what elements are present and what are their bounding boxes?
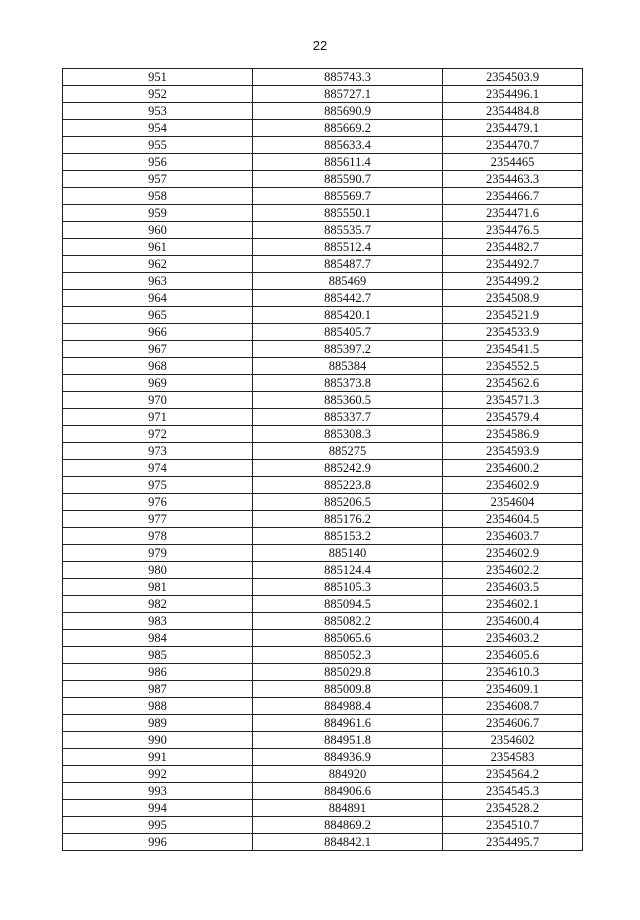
- table-row: [63, 647, 583, 664]
- table-row: [63, 222, 583, 239]
- y-coordinate-cell: 2354484.8: [443, 103, 583, 120]
- table-row: [63, 698, 583, 715]
- point-number-cell: 991: [63, 749, 253, 766]
- table-row: [63, 86, 583, 103]
- point-number-cell: 953: [63, 103, 253, 120]
- y-coordinate-cell: 2354471.6: [443, 205, 583, 222]
- x-coordinate-cell: 884906.6: [253, 783, 443, 800]
- y-coordinate-cell: 2354593.9: [443, 443, 583, 460]
- x-coordinate-cell: 885176.2: [253, 511, 443, 528]
- point-number-cell: 994: [63, 800, 253, 817]
- table-row: [63, 443, 583, 460]
- y-coordinate-cell: 2354465: [443, 154, 583, 171]
- x-coordinate-cell: 885105.3: [253, 579, 443, 596]
- x-coordinate-cell: 885140: [253, 545, 443, 562]
- y-coordinate-cell: 2354602.9: [443, 545, 583, 562]
- y-coordinate-cell: 2354609.1: [443, 681, 583, 698]
- point-number-cell: 978: [63, 528, 253, 545]
- point-number-cell: 975: [63, 477, 253, 494]
- x-coordinate-cell: 885611.4: [253, 154, 443, 171]
- y-coordinate-cell: 2354479.1: [443, 120, 583, 137]
- y-coordinate-cell: 2354604.5: [443, 511, 583, 528]
- point-number-cell: 981: [63, 579, 253, 596]
- y-coordinate-cell: 2354603.7: [443, 528, 583, 545]
- y-coordinate-cell: 2354600.2: [443, 460, 583, 477]
- x-coordinate-cell: 885153.2: [253, 528, 443, 545]
- table-row: [63, 358, 583, 375]
- point-number-cell: 996: [63, 834, 253, 851]
- x-coordinate-cell: 885308.3: [253, 426, 443, 443]
- y-coordinate-cell: 2354603.5: [443, 579, 583, 596]
- point-number-cell: 984: [63, 630, 253, 647]
- point-number-cell: 995: [63, 817, 253, 834]
- x-coordinate-cell: 885405.7: [253, 324, 443, 341]
- point-number-cell: 971: [63, 409, 253, 426]
- point-number-cell: 985: [63, 647, 253, 664]
- x-coordinate-cell: 885633.4: [253, 137, 443, 154]
- point-number-cell: 970: [63, 392, 253, 409]
- table-row: [63, 834, 583, 851]
- point-number-cell: 988: [63, 698, 253, 715]
- table-row: [63, 579, 583, 596]
- table-row: [63, 766, 583, 783]
- page-number: 22: [312, 38, 328, 53]
- table-row: [63, 664, 583, 681]
- x-coordinate-cell: 885065.6: [253, 630, 443, 647]
- point-number-cell: 979: [63, 545, 253, 562]
- table-row: [63, 817, 583, 834]
- table-row: [63, 375, 583, 392]
- point-number-cell: 965: [63, 307, 253, 324]
- point-number-cell: 974: [63, 460, 253, 477]
- x-coordinate-cell: 885373.8: [253, 375, 443, 392]
- table-row: [63, 426, 583, 443]
- point-number-cell: 966: [63, 324, 253, 341]
- table-row: [63, 137, 583, 154]
- point-number-cell: 964: [63, 290, 253, 307]
- point-number-cell: 986: [63, 664, 253, 681]
- table-row: [63, 256, 583, 273]
- y-coordinate-cell: 2354602: [443, 732, 583, 749]
- y-coordinate-cell: 2354602.2: [443, 562, 583, 579]
- x-coordinate-cell: 884988.4: [253, 698, 443, 715]
- point-number-cell: 990: [63, 732, 253, 749]
- y-coordinate-cell: 2354562.6: [443, 375, 583, 392]
- y-coordinate-cell: 2354603.2: [443, 630, 583, 647]
- point-number-cell: 993: [63, 783, 253, 800]
- y-coordinate-cell: 2354492.7: [443, 256, 583, 273]
- table-row: [63, 205, 583, 222]
- y-coordinate-cell: 2354463.3: [443, 171, 583, 188]
- point-number-cell: 983: [63, 613, 253, 630]
- y-coordinate-cell: 2354552.5: [443, 358, 583, 375]
- table-row: [63, 613, 583, 630]
- x-coordinate-cell: 884951.8: [253, 732, 443, 749]
- point-number-cell: 955: [63, 137, 253, 154]
- table-row: [63, 511, 583, 528]
- y-coordinate-cell: 2354545.3: [443, 783, 583, 800]
- x-coordinate-cell: 885743.3: [253, 69, 443, 86]
- table-row: [63, 154, 583, 171]
- table-row: [63, 188, 583, 205]
- table-row: [63, 477, 583, 494]
- table-row: [63, 409, 583, 426]
- point-number-cell: 989: [63, 715, 253, 732]
- point-number-cell: 987: [63, 681, 253, 698]
- point-number-cell: 977: [63, 511, 253, 528]
- x-coordinate-cell: 885420.1: [253, 307, 443, 324]
- table-row: [63, 783, 583, 800]
- point-number-cell: 954: [63, 120, 253, 137]
- x-coordinate-cell: 885550.1: [253, 205, 443, 222]
- table-row: [63, 460, 583, 477]
- table-row: [63, 273, 583, 290]
- point-number-cell: 982: [63, 596, 253, 613]
- point-number-cell: 958: [63, 188, 253, 205]
- x-coordinate-cell: 884920: [253, 766, 443, 783]
- x-coordinate-cell: 885337.7: [253, 409, 443, 426]
- table-row: [63, 341, 583, 358]
- table-row: [63, 290, 583, 307]
- x-coordinate-cell: 885487.7: [253, 256, 443, 273]
- point-number-cell: 951: [63, 69, 253, 86]
- x-coordinate-cell: 885512.4: [253, 239, 443, 256]
- table-row: [63, 69, 583, 86]
- table-row: [63, 239, 583, 256]
- coordinates-table-body: [63, 69, 583, 851]
- point-number-cell: 976: [63, 494, 253, 511]
- table-row: [63, 494, 583, 511]
- y-coordinate-cell: 2354533.9: [443, 324, 583, 341]
- x-coordinate-cell: 885590.7: [253, 171, 443, 188]
- table-row: [63, 392, 583, 409]
- table-row: [63, 103, 583, 120]
- coordinates-table: [62, 68, 583, 851]
- x-coordinate-cell: 885360.5: [253, 392, 443, 409]
- x-coordinate-cell: 885669.2: [253, 120, 443, 137]
- table-row: [63, 749, 583, 766]
- y-coordinate-cell: 2354579.4: [443, 409, 583, 426]
- y-coordinate-cell: 2354604: [443, 494, 583, 511]
- table-row: [63, 528, 583, 545]
- point-number-cell: 959: [63, 205, 253, 222]
- y-coordinate-cell: 2354586.9: [443, 426, 583, 443]
- point-number-cell: 992: [63, 766, 253, 783]
- x-coordinate-cell: 885124.4: [253, 562, 443, 579]
- y-coordinate-cell: 2354521.9: [443, 307, 583, 324]
- x-coordinate-cell: 884869.2: [253, 817, 443, 834]
- y-coordinate-cell: 2354541.5: [443, 341, 583, 358]
- x-coordinate-cell: 885384: [253, 358, 443, 375]
- y-coordinate-cell: 2354583: [443, 749, 583, 766]
- table-row: [63, 324, 583, 341]
- y-coordinate-cell: 2354508.9: [443, 290, 583, 307]
- y-coordinate-cell: 2354470.7: [443, 137, 583, 154]
- y-coordinate-cell: 2354528.2: [443, 800, 583, 817]
- table-row: [63, 715, 583, 732]
- x-coordinate-cell: 885029.8: [253, 664, 443, 681]
- table-row: [63, 562, 583, 579]
- x-coordinate-cell: 885727.1: [253, 86, 443, 103]
- y-coordinate-cell: 2354606.7: [443, 715, 583, 732]
- point-number-cell: 952: [63, 86, 253, 103]
- table-row: [63, 120, 583, 137]
- x-coordinate-cell: 885242.9: [253, 460, 443, 477]
- x-coordinate-cell: 885535.7: [253, 222, 443, 239]
- y-coordinate-cell: 2354482.7: [443, 239, 583, 256]
- x-coordinate-cell: 884842.1: [253, 834, 443, 851]
- point-number-cell: 957: [63, 171, 253, 188]
- x-coordinate-cell: 885009.8: [253, 681, 443, 698]
- x-coordinate-cell: 885052.3: [253, 647, 443, 664]
- point-number-cell: 980: [63, 562, 253, 579]
- point-number-cell: 969: [63, 375, 253, 392]
- y-coordinate-cell: 2354564.2: [443, 766, 583, 783]
- table-row: [63, 545, 583, 562]
- y-coordinate-cell: 2354499.2: [443, 273, 583, 290]
- y-coordinate-cell: 2354476.5: [443, 222, 583, 239]
- y-coordinate-cell: 2354510.7: [443, 817, 583, 834]
- y-coordinate-cell: 2354610.3: [443, 664, 583, 681]
- table-row: [63, 681, 583, 698]
- point-number-cell: 967: [63, 341, 253, 358]
- y-coordinate-cell: 2354602.9: [443, 477, 583, 494]
- x-coordinate-cell: 885206.5: [253, 494, 443, 511]
- point-number-cell: 962: [63, 256, 253, 273]
- point-number-cell: 961: [63, 239, 253, 256]
- table-row: [63, 307, 583, 324]
- y-coordinate-cell: 2354466.7: [443, 188, 583, 205]
- table-row: [63, 732, 583, 749]
- y-coordinate-cell: 2354602.1: [443, 596, 583, 613]
- y-coordinate-cell: 2354496.1: [443, 86, 583, 103]
- y-coordinate-cell: 2354503.9: [443, 69, 583, 86]
- y-coordinate-cell: 2354495.7: [443, 834, 583, 851]
- y-coordinate-cell: 2354605.6: [443, 647, 583, 664]
- x-coordinate-cell: 885690.9: [253, 103, 443, 120]
- x-coordinate-cell: 884936.9: [253, 749, 443, 766]
- x-coordinate-cell: 885442.7: [253, 290, 443, 307]
- point-number-cell: 960: [63, 222, 253, 239]
- table-row: [63, 596, 583, 613]
- x-coordinate-cell: 885223.8: [253, 477, 443, 494]
- x-coordinate-cell: 885469: [253, 273, 443, 290]
- point-number-cell: 972: [63, 426, 253, 443]
- y-coordinate-cell: 2354608.7: [443, 698, 583, 715]
- x-coordinate-cell: 885094.5: [253, 596, 443, 613]
- point-number-cell: 973: [63, 443, 253, 460]
- table-row: [63, 171, 583, 188]
- table-row: [63, 800, 583, 817]
- table-row: [63, 630, 583, 647]
- point-number-cell: 963: [63, 273, 253, 290]
- x-coordinate-cell: 884891: [253, 800, 443, 817]
- y-coordinate-cell: 2354571.3: [443, 392, 583, 409]
- point-number-cell: 968: [63, 358, 253, 375]
- x-coordinate-cell: 885082.2: [253, 613, 443, 630]
- y-coordinate-cell: 2354600.4: [443, 613, 583, 630]
- x-coordinate-cell: 885397.2: [253, 341, 443, 358]
- x-coordinate-cell: 885569.7: [253, 188, 443, 205]
- point-number-cell: 956: [63, 154, 253, 171]
- x-coordinate-cell: 884961.6: [253, 715, 443, 732]
- x-coordinate-cell: 885275: [253, 443, 443, 460]
